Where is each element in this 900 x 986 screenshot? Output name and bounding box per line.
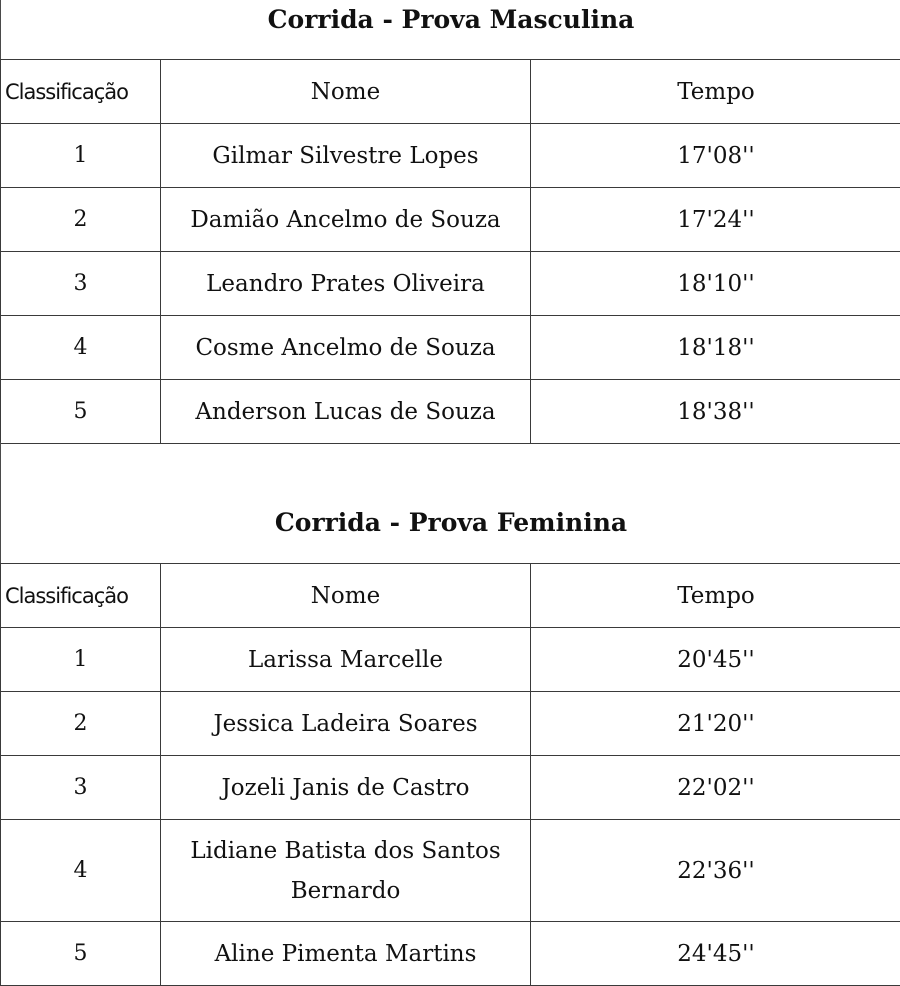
rank-cell: 1 — [1, 124, 161, 188]
name-cell: Damião Ancelmo de Souza — [161, 188, 531, 252]
name-column-header: Nome — [161, 60, 531, 124]
rank-cell: 5 — [1, 380, 161, 444]
name-column-header: Nome — [161, 564, 531, 628]
table-row — [1, 252, 900, 316]
name-cell: Jessica Ladeira Soares — [161, 692, 531, 756]
time-column-header: Tempo — [531, 564, 900, 628]
rank-column-header: Classificação — [1, 60, 161, 124]
table-header-row — [1, 60, 900, 124]
table-row — [1, 380, 900, 444]
rank-cell: 3 — [1, 252, 161, 316]
rank-column-header: Classificação — [1, 564, 161, 628]
rank-cell: 4 — [1, 316, 161, 380]
table-row — [1, 124, 900, 188]
table-row — [1, 922, 900, 986]
rank-cell: 4 — [1, 820, 161, 922]
rank-cell: 5 — [1, 922, 161, 986]
name-cell: Cosme Ancelmo de Souza — [161, 316, 531, 380]
name-cell: Aline Pimenta Martins — [161, 922, 531, 986]
table-row — [1, 628, 900, 692]
name-cell: Leandro Prates Oliveira — [161, 252, 531, 316]
table-row — [1, 188, 900, 252]
time-cell: 17'08'' — [531, 124, 900, 188]
name-cell: Jozeli Janis de Castro — [161, 756, 531, 820]
men-results-section — [0, 0, 900, 442]
table-row — [1, 820, 900, 922]
rank-cell: 1 — [1, 628, 161, 692]
women-results-section — [0, 442, 900, 985]
table-header-row — [1, 564, 900, 628]
time-cell: 18'10'' — [531, 252, 900, 316]
table-row — [1, 692, 900, 756]
women-results-title: Corrida - Prova Feminina — [1, 503, 900, 543]
time-cell: 22'02'' — [531, 756, 900, 820]
men-results-title: Corrida - Prova Masculina — [1, 0, 900, 40]
time-cell: 20'45'' — [531, 628, 900, 692]
time-cell: 22'36'' — [531, 820, 900, 922]
name-cell: Lidiane Batista dos Santos Bernardo — [161, 820, 531, 922]
table-row — [1, 316, 900, 380]
time-cell: 18'38'' — [531, 380, 900, 444]
women-results-table — [0, 563, 900, 986]
table-row — [1, 756, 900, 820]
name-cell: Gilmar Silvestre Lopes — [161, 124, 531, 188]
men-results-table — [0, 59, 900, 444]
rank-cell: 2 — [1, 188, 161, 252]
time-column-header: Tempo — [531, 60, 900, 124]
time-cell: 21'20'' — [531, 692, 900, 756]
rank-cell: 2 — [1, 692, 161, 756]
time-cell: 17'24'' — [531, 188, 900, 252]
name-cell: Larissa Marcelle — [161, 628, 531, 692]
name-cell: Anderson Lucas de Souza — [161, 380, 531, 444]
time-cell: 24'45'' — [531, 922, 900, 986]
rank-cell: 3 — [1, 756, 161, 820]
time-cell: 18'18'' — [531, 316, 900, 380]
